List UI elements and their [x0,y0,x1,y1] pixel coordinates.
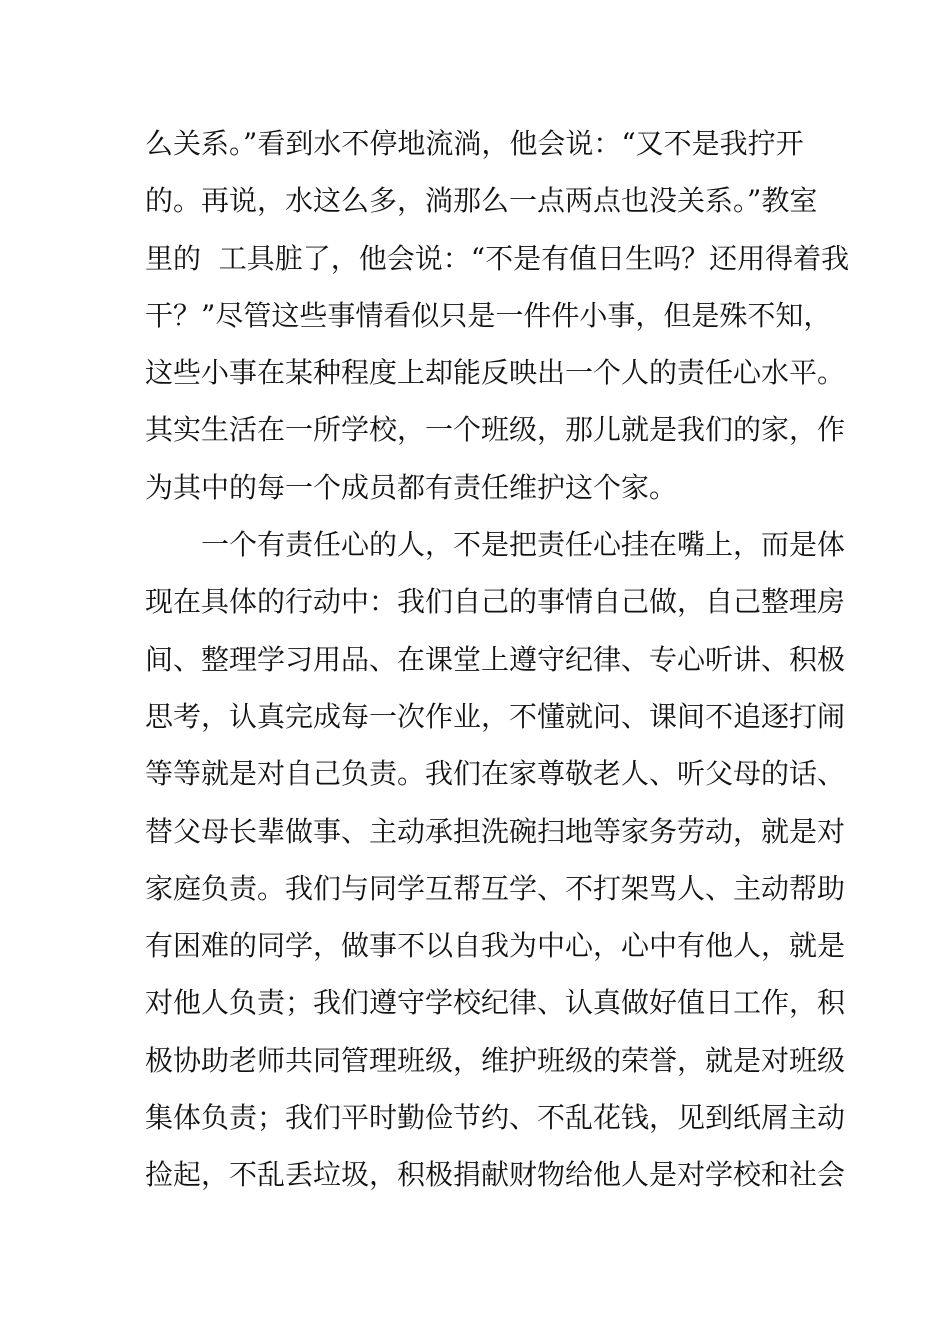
text-line: 家庭负责。我们与同学互帮互学、不打架骂人、主动帮助 [145,871,846,905]
text-line: 么关系。”看到水不停地流淌，他会说：“又不是我拧开 [145,127,804,160]
text-line: 有困难的同学，做事不以自我为中心，心中有他人，就是 [145,929,846,963]
text-line: 等等就是对自己负责。我们在家尊敬老人、听父母的话、 [145,757,846,791]
text-line: 这些小事在某种程度上却能反映出一个人的责任心水平。 [145,356,846,390]
text-line: 其实生活在一所学校，一个班级，那儿就是我们的家，作 [145,413,846,447]
text-line: 现在具体的行动中：我们自己的事情自己做，自己整理房 [145,585,846,619]
text-line: 为其中的每一个成员都有责任维护这个家。 [145,470,678,504]
body-text [145,115,850,1204]
text-line: 捡起，不乱丢垃圾，积极捐献财物给他人是对学校和社会 [145,1158,846,1192]
text-line: 干？”尽管这些事情看似只是一件件小事，但是殊不知， [145,298,832,332]
text-line: 替父母长辈做事、主动承担洗碗扫地等家务劳动，就是对 [145,814,846,848]
text-line: 极协助老师共同管理班级，维护班级的荣誉，就是对班级 [145,1043,846,1077]
text-line: 里的 工具脏了，他会说：“不是有值日生吗？还用得着我 [145,241,850,275]
text-line: 间、整理学习用品、在课堂上遵守纪律、专心听讲、积极 [145,642,846,676]
text-line: 思考，认真完成每一次作业，不懂就问、课间不追逐打闹 [145,699,846,733]
text-line: 集体负责；我们平时勤俭节约、不乱花钱，见到纸屑主动 [145,1101,846,1135]
text-line: 的。再说，水这么多，淌那么一点两点也没关系。”教室 [145,184,818,218]
text-line: 一个有责任心的人，不是把责任心挂在嘴上，而是体 [201,528,846,562]
text-line: 对他人负责；我们遵守学校纪律、认真做好值日工作，积 [145,986,846,1020]
